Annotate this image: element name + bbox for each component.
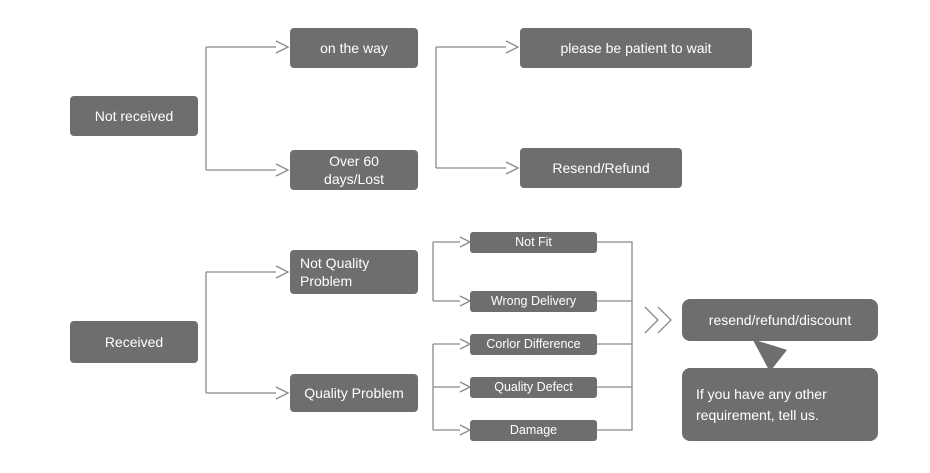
node-color-difference[interactable] bbox=[470, 334, 597, 355]
arrow-quality-defect bbox=[460, 382, 470, 392]
arrow-wait bbox=[506, 41, 518, 53]
node-label: Damage bbox=[509, 423, 558, 438]
arrow-resend bbox=[506, 162, 518, 174]
node-wrong-delivery[interactable] bbox=[470, 291, 597, 312]
node-over-60-days-lost[interactable] bbox=[290, 150, 418, 190]
node-not-quality-problem[interactable] bbox=[290, 250, 418, 294]
collector-bracket bbox=[597, 242, 632, 430]
node-received[interactable] bbox=[70, 321, 198, 363]
chevron-2 bbox=[658, 307, 671, 333]
arrow-wrong-delivery bbox=[460, 296, 470, 306]
node-label: on the way bbox=[320, 39, 388, 56]
node-other-requirement[interactable] bbox=[682, 368, 878, 441]
arrow-not-fit bbox=[460, 237, 470, 247]
node-label: Not Quality Problem bbox=[300, 254, 370, 289]
node-resend-refund[interactable] bbox=[520, 148, 682, 188]
node-quality-defect[interactable] bbox=[470, 377, 597, 398]
node-on-the-way[interactable] bbox=[290, 28, 418, 68]
node-label: resend/refund/discount bbox=[708, 311, 852, 328]
node-not-received[interactable] bbox=[70, 96, 198, 136]
node-quality-problem[interactable] bbox=[290, 374, 418, 412]
node-label: Corlor Difference bbox=[486, 337, 581, 352]
node-label: Quality Defect bbox=[494, 380, 573, 395]
arrow-damage bbox=[460, 425, 470, 435]
arrow-over-60 bbox=[276, 164, 288, 176]
node-resend-refund-discount[interactable] bbox=[682, 299, 878, 341]
node-please-be-patient-to-wait[interactable] bbox=[520, 28, 752, 68]
node-not-fit[interactable] bbox=[470, 232, 597, 253]
chevron-1 bbox=[645, 307, 658, 333]
arrow-quality bbox=[276, 387, 288, 399]
node-label: If you have any other requirement, tell us. bbox=[696, 386, 827, 423]
arrow-not-quality bbox=[276, 266, 288, 278]
node-label: Wrong Delivery bbox=[490, 294, 577, 309]
node-label: Resend/Refund bbox=[552, 159, 650, 176]
arrow-on-the-way bbox=[276, 41, 288, 53]
node-label: please be patient to wait bbox=[560, 39, 712, 56]
node-label: Not Fit bbox=[515, 235, 552, 250]
arrow-color-difference bbox=[460, 339, 470, 349]
node-label: Over 60 days/Lost bbox=[324, 152, 384, 187]
node-label: Quality Problem bbox=[304, 384, 404, 401]
node-label: Not received bbox=[94, 107, 174, 124]
node-damage[interactable] bbox=[470, 420, 597, 441]
node-label: Received bbox=[104, 333, 164, 350]
